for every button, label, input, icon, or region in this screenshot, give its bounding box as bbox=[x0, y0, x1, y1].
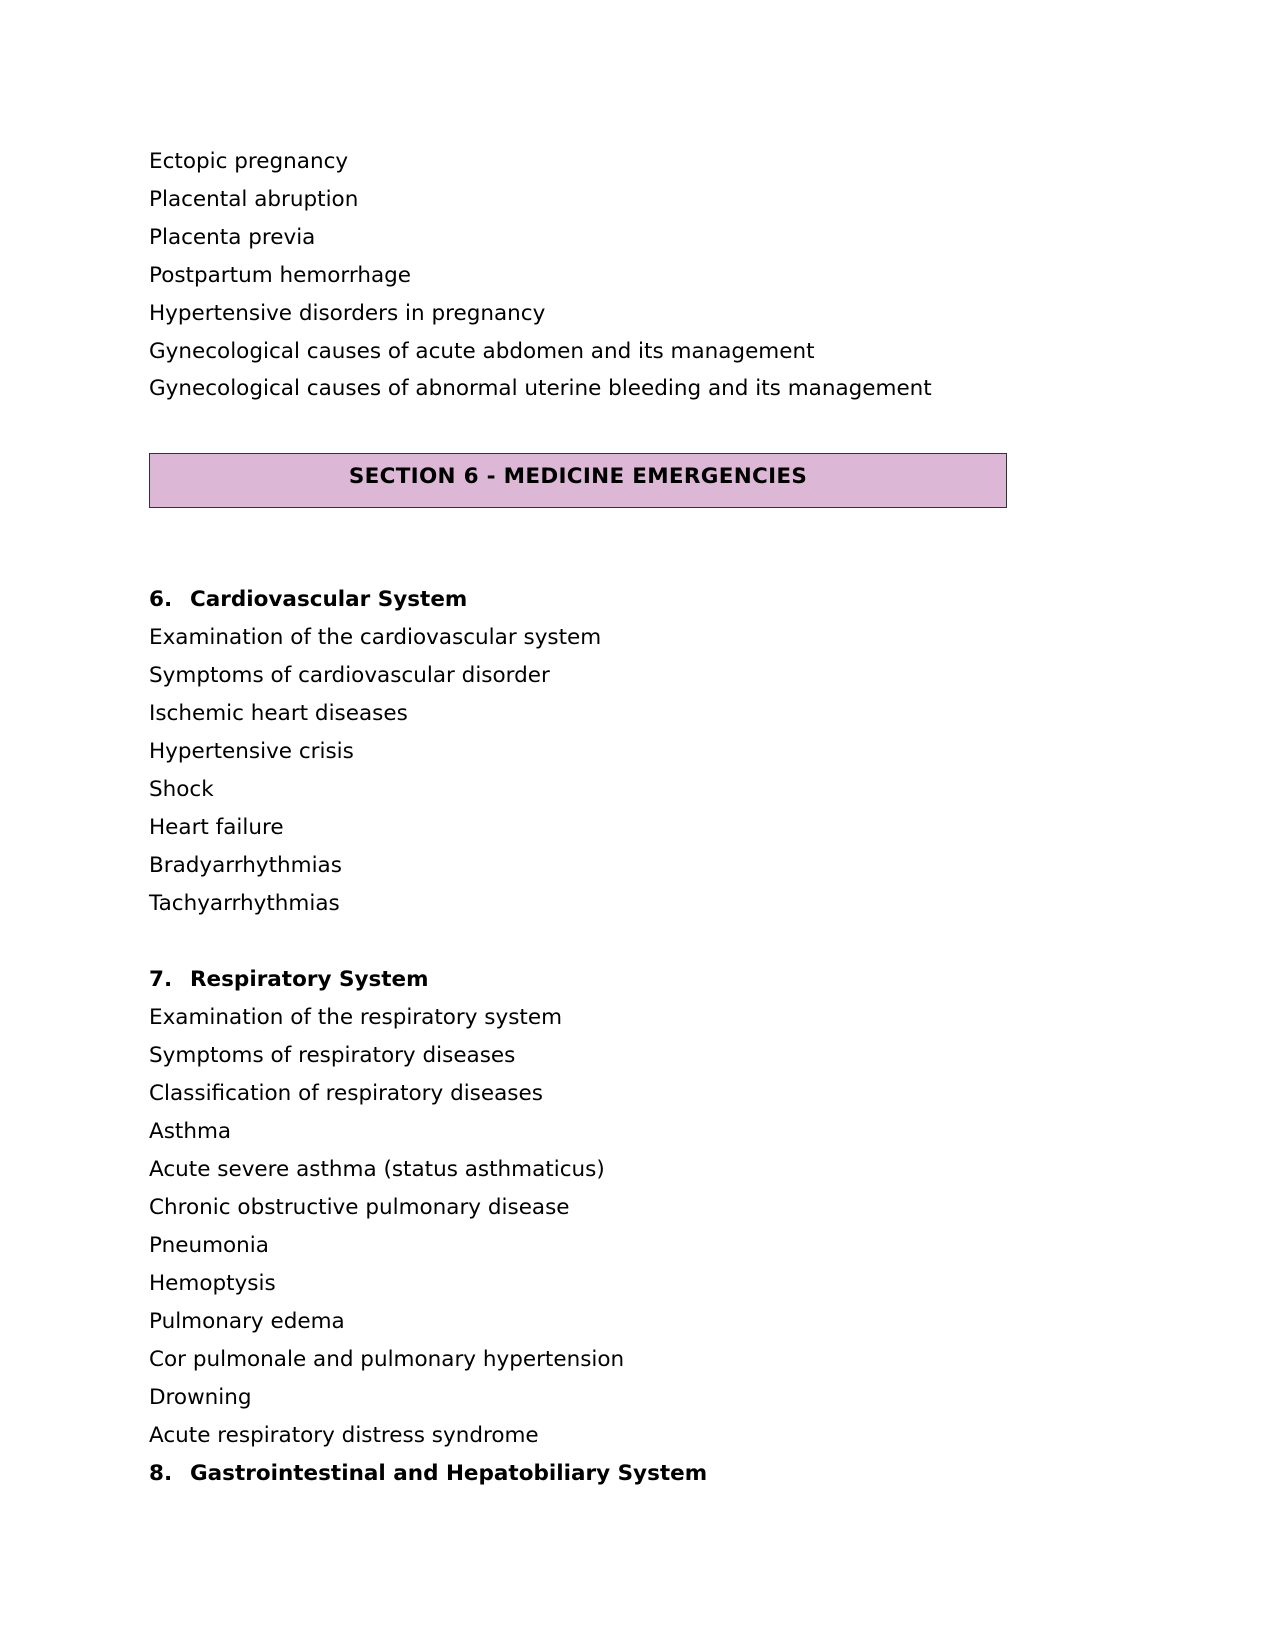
list-item: Shock bbox=[149, 777, 214, 802]
topic-heading-cardiovascular bbox=[149, 586, 467, 614]
list-item: Symptoms of respiratory diseases bbox=[149, 1043, 516, 1068]
list-item: Cor pulmonale and pulmonary hypertension bbox=[149, 1347, 625, 1372]
list-item: Examination of the cardiovascular system bbox=[149, 625, 602, 650]
section-title: SECTION 6 - MEDICINE EMERGENCIES bbox=[348, 464, 808, 489]
list-item: Hypertensive disorders in pregnancy bbox=[149, 301, 546, 326]
list-item: Postpartum hemorrhage bbox=[149, 263, 412, 288]
topic-number: 6. bbox=[149, 587, 173, 612]
list-item: Chronic obstructive pulmonary disease bbox=[149, 1195, 570, 1220]
section-banner bbox=[149, 453, 1007, 508]
list-item: Classification of respiratory diseases bbox=[149, 1081, 543, 1106]
list-item: Placental abruption bbox=[149, 187, 359, 212]
list-item: Placenta previa bbox=[149, 225, 316, 250]
topic-number: 7. bbox=[149, 967, 173, 992]
list-item: Tachyarrhythmias bbox=[149, 891, 340, 916]
topic-heading-respiratory bbox=[149, 966, 429, 994]
list-item: Hemoptysis bbox=[149, 1271, 276, 1296]
list-item: Ectopic pregnancy bbox=[149, 149, 349, 174]
list-item: Heart failure bbox=[149, 815, 284, 840]
topic-number: 8. bbox=[149, 1461, 173, 1486]
list-item: Asthma bbox=[149, 1119, 232, 1144]
list-item: Drowning bbox=[149, 1385, 252, 1410]
list-item: Gynecological causes of abnormal uterine bleeding and its management bbox=[149, 376, 932, 401]
topic-title: Gastrointestinal and Hepatobiliary System bbox=[190, 1461, 708, 1486]
list-item: Ischemic heart diseases bbox=[149, 701, 408, 726]
topic-title: Cardiovascular System bbox=[190, 587, 468, 612]
list-item: Pulmonary edema bbox=[149, 1309, 345, 1334]
list-item: Acute respiratory distress syndrome bbox=[149, 1423, 539, 1448]
topic-title: Respiratory System bbox=[190, 967, 429, 992]
list-item: Pneumonia bbox=[149, 1233, 269, 1258]
list-item: Examination of the respiratory system bbox=[149, 1005, 563, 1030]
list-item: Acute severe asthma (status asthmaticus) bbox=[149, 1157, 605, 1182]
list-item: Gynecological causes of acute abdomen and its management bbox=[149, 339, 815, 364]
list-item: Symptoms of cardiovascular disorder bbox=[149, 663, 550, 688]
topic-heading-gastrointestinal bbox=[149, 1460, 707, 1488]
list-item: Bradyarrhythmias bbox=[149, 853, 342, 878]
list-item: Hypertensive crisis bbox=[149, 739, 354, 764]
